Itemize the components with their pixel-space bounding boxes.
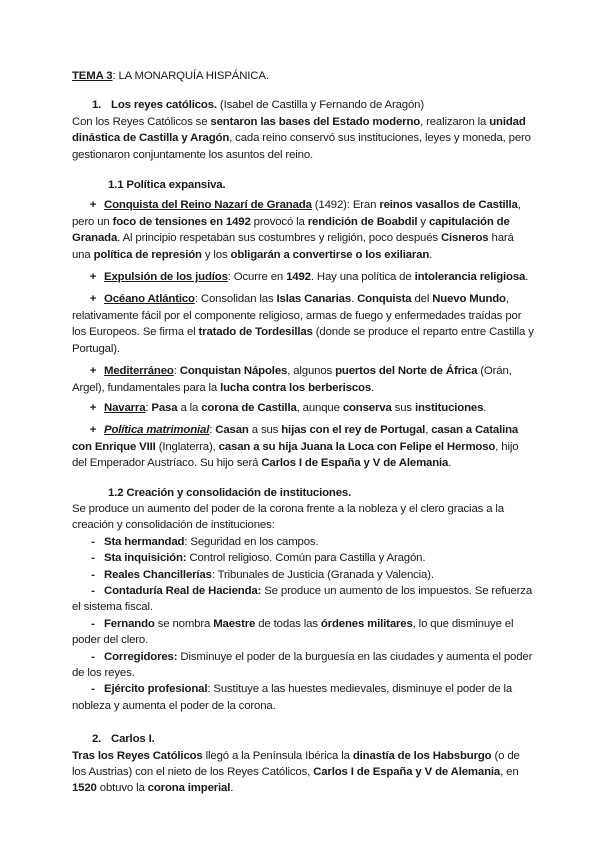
text-run: Los reyes católicos.	[111, 99, 217, 112]
list-item	[72, 197, 534, 263]
section-2-number: 2.	[92, 733, 102, 746]
text-run: órdenes militares	[320, 617, 413, 630]
text-run: , hijo del Emperador Austríaco. Su hijo será	[72, 440, 519, 470]
text-run: Carlos I de España y V de Alemania	[313, 766, 501, 779]
text-run: corona de Castilla	[201, 401, 297, 414]
text-run: Conquista	[357, 293, 412, 306]
list-item	[72, 616, 534, 649]
text-run: +	[89, 365, 97, 378]
text-run: tratado de Tordesillas	[198, 326, 313, 339]
text-run: obligarán a convertirse o los exiliaran	[230, 248, 430, 261]
text-run: obtuvo la	[96, 782, 148, 795]
text-run: Conquista del Reino Nazarí de Granada	[104, 199, 312, 212]
section-1-heading	[72, 97, 534, 113]
text-run: Tras los Reyes Católicos	[72, 749, 203, 762]
text-run: -	[91, 552, 95, 565]
text-run: . Hay una política de	[310, 271, 415, 284]
text-run: Islas Canarias	[276, 293, 352, 306]
text-run: sentaron las bases del Estado moderno	[210, 115, 421, 128]
text-run: lucha contra los berberiscos	[220, 381, 372, 394]
text-run: provocó la	[250, 215, 308, 228]
list-item	[72, 400, 534, 416]
section-2-heading	[72, 731, 534, 747]
text-run: y los	[201, 248, 231, 261]
text-run: Casan	[215, 424, 249, 437]
text-run: unidad dinástica de Castilla y Aragón	[72, 115, 526, 145]
text-run: +	[89, 293, 97, 306]
text-run: :	[209, 424, 216, 437]
list-item	[72, 269, 534, 285]
text-run: +	[89, 424, 97, 437]
section-2-paragraph	[72, 748, 534, 797]
text-run: Con los Reyes Católicos se	[72, 115, 211, 128]
text-run: .	[351, 293, 358, 306]
text-run: : Consolidan las	[194, 293, 277, 306]
text-run: foco de tensiones en 1492	[112, 215, 251, 228]
text-run: -	[91, 617, 95, 630]
text-run: Control religioso. Común para Castilla y Aragón.	[186, 552, 426, 565]
document-page	[72, 68, 534, 797]
text-run: .	[429, 248, 433, 261]
text-run: +	[89, 401, 97, 414]
text-run: . Al principio respetaban sus costumbres y religión, poco después	[117, 232, 441, 245]
title-label: TEMA 3	[72, 70, 113, 82]
text-run: -	[91, 535, 95, 548]
text-run: (1492): Eran	[311, 199, 380, 212]
list-item	[72, 363, 534, 396]
text-run: a la	[177, 401, 202, 414]
text-run: Maestre	[213, 617, 256, 630]
list-item	[72, 583, 534, 616]
text-run: sus	[391, 401, 415, 414]
text-run: , aunque	[296, 401, 343, 414]
text-run: corona imperial	[147, 782, 231, 795]
text-run: : Seguridad en los campos.	[184, 535, 319, 548]
text-run: .	[448, 457, 452, 470]
text-run: Pasa	[151, 401, 178, 414]
text-run: Política matrimonial	[104, 424, 210, 437]
list-item	[72, 681, 534, 714]
text-run: Reales Chancillerías	[104, 568, 212, 581]
list-item	[72, 550, 534, 566]
text-run: a sus	[248, 424, 282, 437]
text-run: -	[91, 568, 95, 581]
text-run: +	[89, 199, 97, 212]
text-run: -	[91, 683, 95, 696]
text-run: política de represión	[93, 248, 202, 261]
text-run: casan a Catalina con Enrique VIII	[72, 424, 519, 453]
text-run: hijas con el rey de Portugal	[281, 424, 426, 437]
list-item	[72, 567, 534, 583]
text-run: , pero un	[72, 199, 521, 228]
section-1-2-heading: 1.2 Creación y consolidación de instituciones.	[108, 486, 352, 499]
text-run: Sta hermandad	[104, 535, 185, 548]
text-run: :	[145, 401, 152, 414]
text-run: y	[417, 215, 429, 228]
text-run: .	[483, 401, 487, 414]
text-run: capitulación de Granada	[72, 215, 510, 245]
text-run: Nuevo Mundo	[432, 293, 506, 306]
text-run: : Ocurre en	[227, 271, 287, 284]
text-run: Cisneros	[440, 232, 489, 245]
text-run: .	[230, 782, 234, 795]
text-run: llegó a la Península Ibérica la	[202, 749, 353, 762]
list-item	[72, 422, 534, 471]
text-run: Disminuye el poder de la burguesía en las ciudades y aumenta el poder de los reyes.	[72, 650, 533, 679]
text-run: rendición de Boabdil	[307, 215, 418, 228]
list-item	[72, 291, 534, 357]
document-title	[72, 68, 534, 84]
text-run: , realizaron la	[420, 115, 490, 128]
text-run: -	[91, 650, 95, 663]
section-1-paragraph	[72, 114, 534, 163]
text-run: (donde se produce el reparto entre Castilla y Portugal).	[72, 326, 534, 355]
text-run: conserva	[342, 401, 392, 414]
text-run: hará una	[72, 232, 514, 261]
list-item	[72, 649, 534, 682]
text-run: ,	[425, 424, 432, 437]
text-run: .	[371, 381, 375, 394]
text-run: +	[89, 271, 97, 284]
text-run: intolerancia religiosa	[414, 271, 526, 284]
text-run: , lo que disminuye el poder del clero.	[72, 617, 514, 647]
text-run: , relativamente fácil por el componente religioso, armas de fuego y enfermedades traídas por los Europeos. Se firma el	[72, 293, 522, 339]
text-run: Conquistan Nápoles	[179, 365, 288, 378]
text-run: (Isabel de Castilla y Fernando de Aragón)	[216, 99, 425, 112]
text-run: puertos del Norte de África	[335, 365, 478, 378]
text-run: Océano Atlántico	[104, 293, 195, 306]
text-run: -	[91, 584, 95, 597]
list-item	[72, 534, 534, 550]
text-run: instituciones	[414, 401, 484, 414]
text-run: 1520	[72, 782, 97, 795]
section-1-2-intro: Se produce un aumento del poder de la corona frente a la nobleza y el clero gracias a la creación y consolidación de instituciones:	[72, 502, 504, 532]
text-run: :	[173, 365, 180, 378]
text-run: Sta inquisición:	[104, 552, 187, 565]
text-run: Expulsión de los judíos	[104, 271, 228, 284]
text-run: Se produce un aumento de los impuestos. Se refuerza el sistema fiscal.	[72, 584, 533, 614]
text-run: del	[411, 293, 433, 306]
text-run: Fernando	[104, 617, 155, 630]
text-run: Corregidores:	[104, 650, 178, 663]
text-run: 1492	[286, 271, 311, 284]
text-run: , algunos	[287, 365, 336, 378]
text-run: Carlos I de España y V de Alemania	[261, 457, 449, 470]
text-run: (Orán, Argel), fundamentales para la	[72, 365, 512, 394]
text-run: casan a su hija Juana la Loca con Felipe el Hermoso	[218, 440, 496, 453]
text-run: : Sustituye a las huestes medievales, disminuye el poder de la nobleza y aumenta el poder de la corona.	[72, 683, 513, 712]
text-run: Ejército profesional	[104, 683, 208, 696]
text-run: : Tribunales de Justicia (Granada y Valencia).	[211, 568, 434, 581]
text-run: dinastía de los Habsburgo	[352, 749, 492, 762]
text-run: se nombra	[154, 617, 214, 630]
text-run: reinos vasallos de Castilla	[379, 199, 518, 212]
text-run: (o de los Austrias) con el nieto de los Reyes Católicos,	[72, 749, 520, 779]
text-run: .	[525, 271, 529, 284]
title-rest: : LA MONARQUÍA HISPÁNICA.	[112, 70, 269, 82]
text-run: , en	[500, 766, 519, 779]
text-run: Navarra	[104, 401, 146, 414]
text-run: de todas las	[255, 617, 321, 630]
text-run: Carlos I.	[111, 733, 155, 746]
section-1-1-heading: 1.1 Política expansiva.	[108, 179, 226, 192]
section-1-number: 1.	[92, 99, 102, 112]
text-run: , cada reino conservó sus instituciones, leyes y moneda, pero gestionaron conjuntamente los asuntos del reino.	[72, 132, 531, 161]
text-run: Mediterráneo	[104, 365, 174, 378]
text-run: Contaduría Real de Hacienda:	[104, 584, 262, 597]
text-run: (Inglaterra),	[155, 440, 219, 453]
